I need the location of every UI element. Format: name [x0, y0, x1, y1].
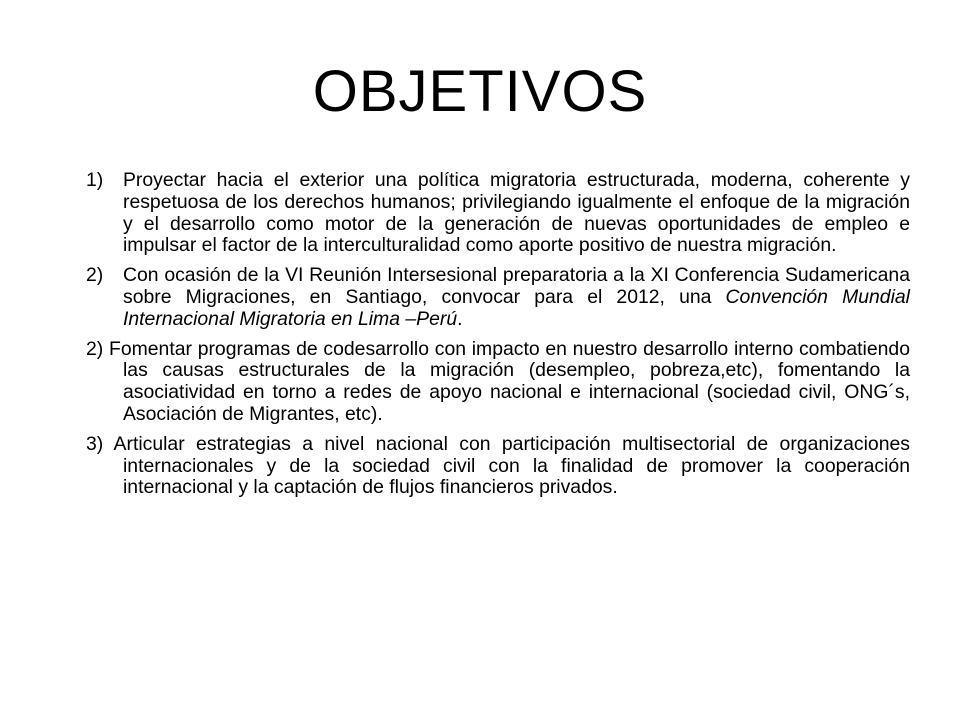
objective-item-2: [86, 265, 910, 330]
objective-item-3: [86, 339, 910, 426]
objectives-list: [86, 170, 910, 507]
slide-title: OBJETIVOS: [312, 59, 648, 124]
objective-text: Con ocasión de la VI Reunión Intersesional preparatoria a la XI Conferencia Sudamericana sobre Migraciones, en Santiago, convocar para el 2012, una: [123, 264, 910, 308]
objective-number: 2): [86, 264, 104, 287]
objective-text: Articular estrategias a nivel nacional con participación multisectorial de organizaciones internacionales y de la sociedad civil con la finalidad de promover la cooperación internacional y la captación de flujos financieros privados.: [113, 432, 910, 499]
objective-number: 3): [86, 432, 104, 455]
objective-number: 1): [86, 169, 104, 191]
objective-tail: .: [457, 307, 463, 330]
objective-item-1: [86, 170, 910, 257]
objective-text: Fomentar programas de codesarrollo con impacto en nuestro desarrollo interno combatiendo las causas estructurales de la migración (desempleo, pobreza,etc), fomentando la asociatividad en torno a redes de apoyo nacional e internacional (sociedad civil, ONG´s, Asociación de Migrantes, etc).: [108, 337, 910, 425]
objective-number: 2): [86, 337, 104, 360]
objective-text: Proyectar hacia el exterior una política migratoria estructurada, moderna, coherente y respetuosa de los derechos humanos; privilegiando igualmente el enfoque de la migración y el desarrollo como motor de la generación de nuevas oportunidades de empleo e impulsar el factor de la interculturalidad como aporte positivo de nuestra migración.: [123, 169, 910, 257]
objective-emphasis: Convención Mundial Internacional Migratoria en Lima –Perú: [123, 285, 910, 330]
objective-item-4: [86, 434, 910, 499]
